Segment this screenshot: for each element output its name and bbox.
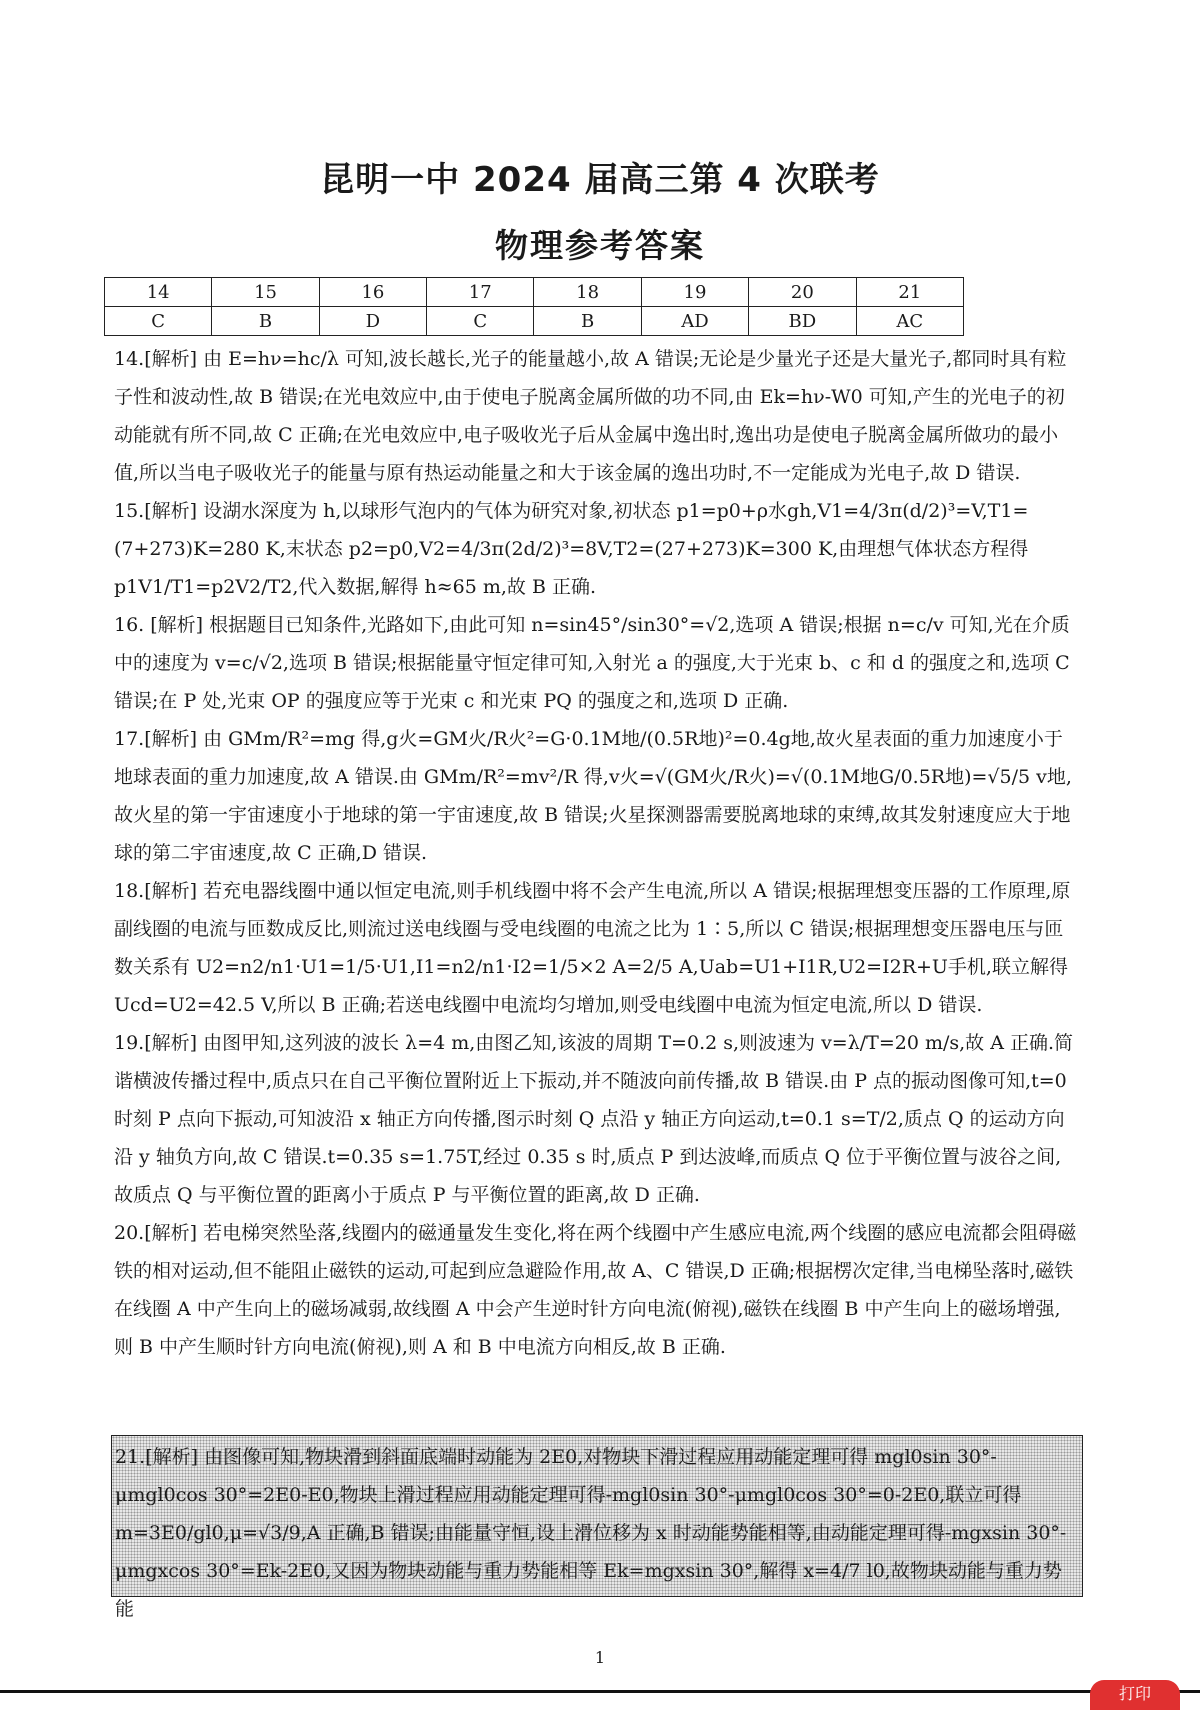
solutions-body — [114, 340, 1079, 1366]
solution-18: 18.[解析] 若充电器线圈中通以恒定电流,则手机线圈中将不会产生电流,所以 A 错误;根据理想变压器的工作原理,原副线圈的电流与匝数成反比,则流过送电线圈与受电线圈的电流之比为 1∶5,所以 C 错误;根据理想变压器电压与匝数关系有 U2=n2/n1·U1=1/5·U1,I1=n2/n1·I2=1/5×2 A=2/5 A,Uab=U1+I1R,U2=I2R+U手机,联立解得 Ucd=U2=42.5 V,所以 B 正确;若送电线圈中电流均匀增加,则受电线圈中电流为恒定电流,所以 D 错误. — [114, 880, 1071, 1016]
answer-cell: B — [534, 307, 641, 336]
question-number: 21 — [856, 278, 963, 307]
question-number: 18 — [534, 278, 641, 307]
solution-19: 19.[解析] 由图甲知,这列波的波长 λ=4 m,由图乙知,该波的周期 T=0.2 s,则波速为 v=λ/T=20 m/s,故 A 正确.简谐横波传播过程中,质点只在自己平衡位置附近上下振动,并不随波向前传播,故 B 错误.由 P 点的振动图像可知,t=0 时刻 P 点向下振动,可知波沿 x 轴正方向传播,图示时刻 Q 点沿 y 轴正方向运动,t=0.1 s=T/2,质点 Q 的运动方向沿 y 轴负方向,故 C 错误.t=0.35 s=1.75T,经过 0.35 s 时,质点 P 到达波峰,而质点 Q 位于平衡位置与波谷之间,故质点 Q 与平衡位置的距离小于质点 P 与平衡位置的距离,故 D 正确. — [114, 1032, 1074, 1206]
solution-21-box — [111, 1435, 1083, 1620]
solution-15: 15.[解析] 设湖水深度为 h,以球形气泡内的气体为研究对象,初状态 p1=p0+ρ水gh,V1=4/3π(d/2)³=V,T1=(7+273)K=280 K,末状态 p2=p0,V2=4/3π(2d/2)³=8V,T2=(27+273)K=300 K,由理想气体状态方程得 p1V1/T1=p2V2/T2,代入数据,解得 h≈65 m,故 B 正确. — [114, 500, 1029, 598]
question-number: 15 — [212, 278, 319, 307]
bottom-divider — [0, 1690, 1200, 1693]
answer-cell: C — [427, 307, 534, 336]
print-badge[interactable]: 打印 — [1090, 1680, 1180, 1710]
answer-cell: D — [319, 307, 426, 336]
answer-cell: AD — [641, 307, 748, 336]
solution-20: 20.[解析] 若电梯突然坠落,线圈内的磁通量发生变化,将在两个线圈中产生感应电流,两个线圈的感应电流都会阻碍磁铁的相对运动,但不能阻止磁铁的运动,可起到应急避险作用,故 A、C 错误,D 正确;根据楞次定律,当电梯坠落时,磁铁在线圈 A 中产生向上的磁场减弱,故线圈 A 中会产生逆时针方向电流(俯视),磁铁在线圈 B 中产生向上的磁场增强,则 B 中产生顺时针方向电流(俯视),则 A 和 B 中电流方向相反,故 B 正确. — [114, 1222, 1077, 1358]
answer-table — [104, 277, 964, 336]
answer-table-number-row — [105, 278, 964, 307]
answer-cell: C — [105, 307, 212, 336]
page-title: 昆明一中 2024 届高三第 4 次联考 — [320, 160, 880, 200]
question-number: 17 — [427, 278, 534, 307]
solution-21: 21.[解析] 由图像可知,物块滑到斜面底端时动能为 2E0,对物块下滑过程应用动能定理可得 mgl0sin 30°-μmgl0cos 30°=2E0-E0,物块上滑过程应用动能定理可得-mgl0sin 30°-μmgl0cos 30°=0-2E0,联立可得 m=3E0/gl0,μ=√3/9,A 正确,B 错误;由能量守恒,设上滑位移为 x 时动能势能相等,由动能定理可得-mgxsin 30°-μmgxcos 30°=Ek-2E0,又因为物块动能与重力势能相等 Ek=mgxsin 30°,解得 x=4/7 l0,故物块动能与重力势能 — [115, 1446, 1067, 1620]
solution-14: 14.[解析] 由 E=hν=hc/λ 可知,波长越长,光子的能量越小,故 A 错误;无论是少量光子还是大量光子,都同时具有粒子性和波动性,故 B 错误;在光电效应中,由于使电子脱离金属所做的功不同,由 Ek=hν-W0 可知,产生的光电子的初动能就有所不同,故 C 正确;在光电效应中,电子吸收光子后从金属中逸出时,逸出功是使电子脱离金属所做功的最小值,所以当电子吸收光子的能量与原有热运动能量之和大于该金属的逸出功时,不一定能成为光电子,故 D 错误. — [114, 348, 1067, 484]
question-number: 20 — [749, 278, 856, 307]
page-number: 1 — [594, 1648, 606, 1667]
answer-table-answer-row — [105, 307, 964, 336]
answer-cell: BD — [749, 307, 856, 336]
question-number: 16 — [319, 278, 426, 307]
answer-cell: B — [212, 307, 319, 336]
solution-16: 16. [解析] 根据题目已知条件,光路如下,由此可知 n=sin45°/sin30°=√2,选项 A 错误;根据 n=c/v 可知,光在介质中的速度为 v=c/√2,选项 B 错误;根据能量守恒定律可知,入射光 a 的强度,大于光束 b、c 和 d 的强度之和,选项 C 错误;在 P 处,光束 OP 的强度应等于光束 c 和光束 PQ 的强度之和,选项 D 正确. — [114, 614, 1070, 712]
answer-cell: AC — [856, 307, 963, 336]
page-subtitle: 物理参考答案 — [495, 226, 705, 265]
question-number: 14 — [105, 278, 212, 307]
question-number: 19 — [641, 278, 748, 307]
solution-17: 17.[解析] 由 GMm/R²=mg 得,g火=GM火/R火²=G·0.1M地/(0.5R地)²=0.4g地,故火星表面的重力加速度小于地球表面的重力加速度,故 A 错误.由 GMm/R²=mv²/R 得,v火=√(GM火/R火)=√(0.1M地G/0.5R地)=√5/5 v地,故火星的第一宇宙速度小于地球的第一宇宙速度,故 B 错误;火星探测器需要脱离地球的束缚,故其发射速度应大于地球的第二宇宙速度,故 C 正确,D 错误. — [114, 728, 1072, 864]
